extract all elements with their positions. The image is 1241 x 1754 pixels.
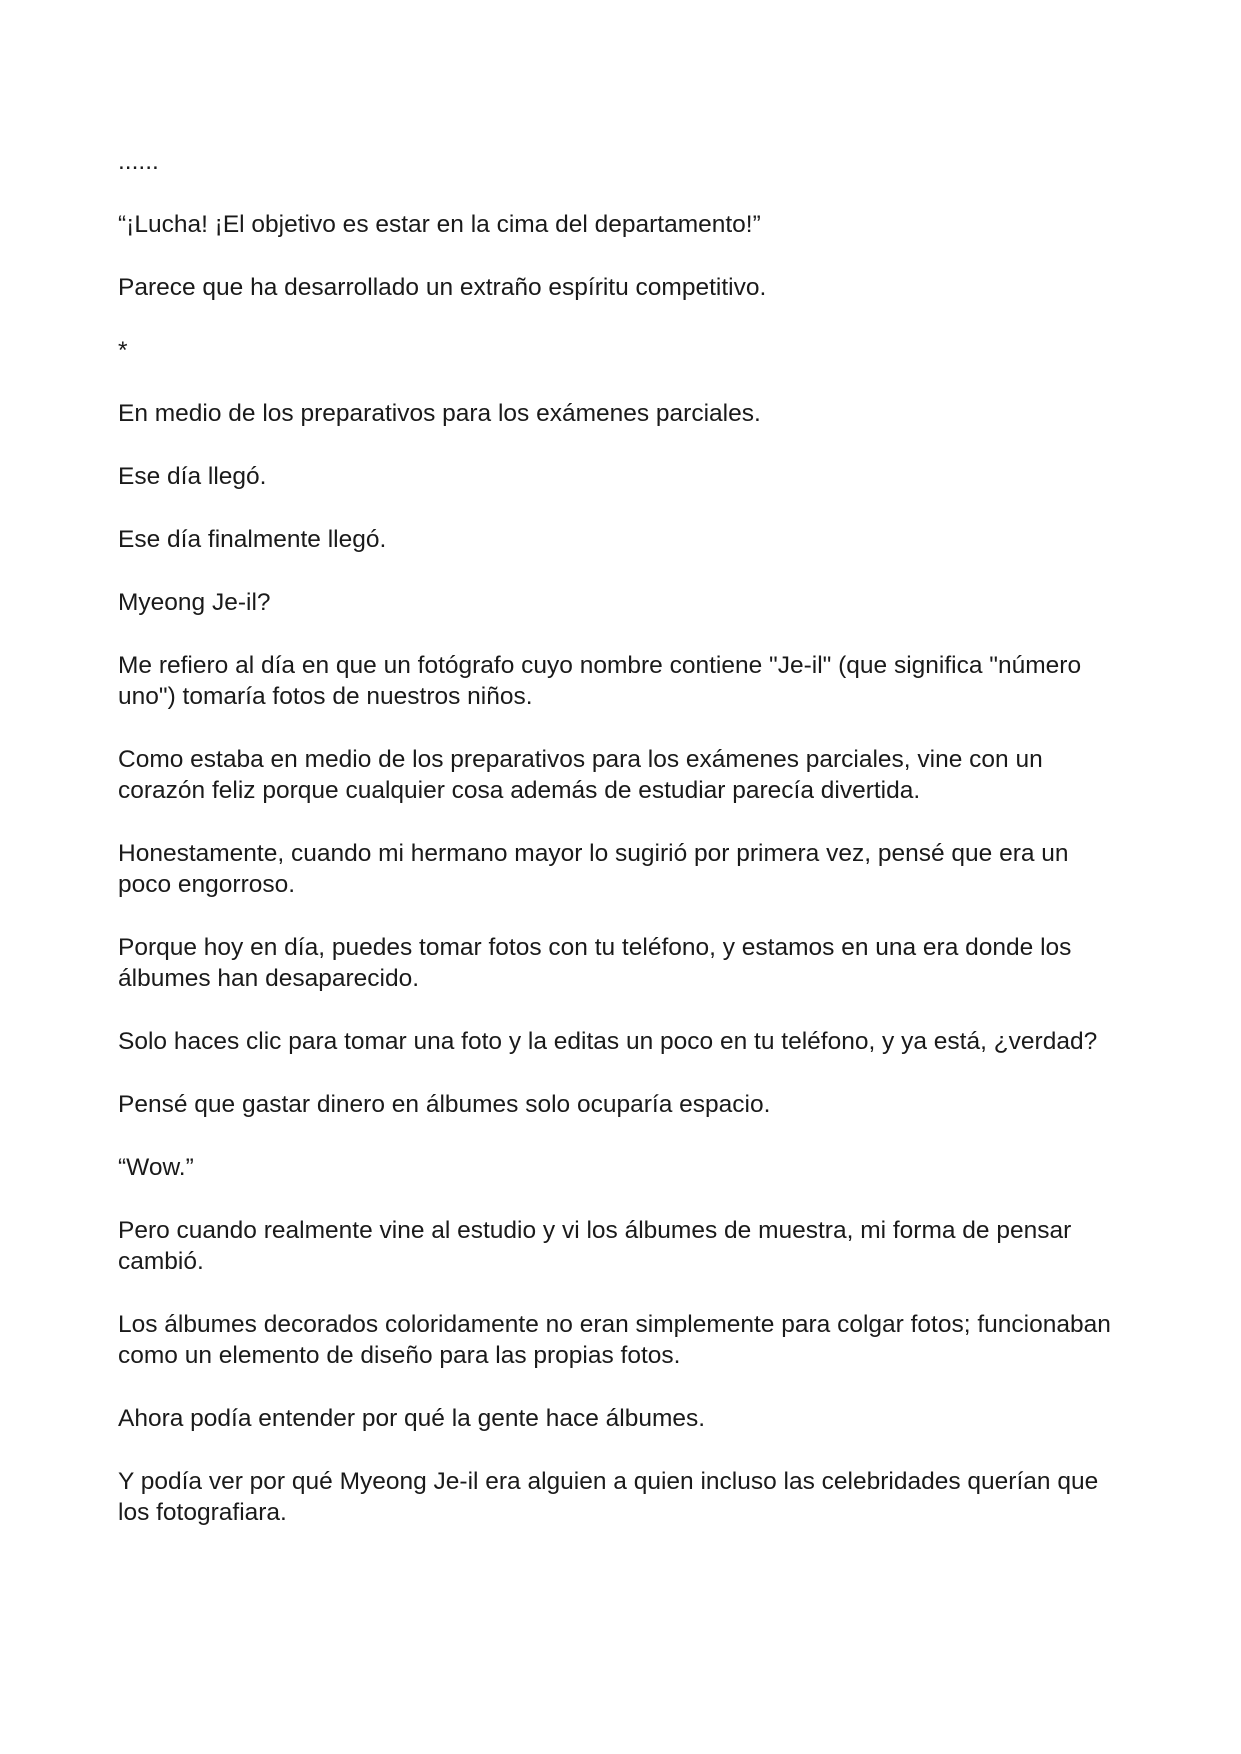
paragraph-midterms: En medio de los preparativos para los exámenes parciales. [118, 400, 761, 427]
paragraph-decorated-albums: Los álbumes decorados coloridamente no eran simplemente para colgar fotos; funcionaban como un elemento de diseño para las propias fotos. [118, 1311, 1111, 1369]
paragraph-day-finally-arrived: Ese día finalmente llegó. [118, 526, 387, 553]
paragraph-phone-photos: Porque hoy en día, puedes tomar fotos con tu teléfono, y estamos en una era donde los álbumes han desaparecido. [118, 934, 1072, 992]
scene-break-asterisk: * [118, 337, 128, 364]
paragraph-day-arrived: Ese día llegó. [118, 463, 267, 490]
paragraph-money-space: Pensé que gastar dinero en álbumes solo ocuparía espacio. [118, 1091, 771, 1118]
document-body [118, 146, 1128, 1560]
paragraph-honestly: Honestamente, cuando mi hermano mayor lo sugirió por primera vez, pensé que era un poco engorroso. [118, 840, 1069, 898]
paragraph-studio-samples: Pero cuando realmente vine al estudio y vi los álbumes de muestra, mi forma de pensar cambió. [118, 1217, 1072, 1275]
paragraph-happy-heart: Como estaba en medio de los preparativos para los exámenes parciales, vine con un corazón feliz porque cualquier cosa además de estudiar parecía divertida. [118, 746, 1043, 804]
paragraph-ellipsis: ...... [118, 148, 159, 175]
paragraph-celebrities: Y podía ver por qué Myeong Je-il era alguien a quien incluso las celebridades querían que los fotografiara. [118, 1468, 1099, 1526]
paragraph-click-edit: Solo haces clic para tomar una foto y la editas un poco en tu teléfono, y ya está, ¿verdad? [118, 1028, 1098, 1055]
paragraph-competitive-spirit: Parece que ha desarrollado un extraño espíritu competitivo. [118, 274, 767, 301]
paragraph-understand-albums: Ahora podía entender por qué la gente hace álbumes. [118, 1405, 706, 1432]
paragraph-wow: “Wow.” [118, 1154, 194, 1181]
paragraph-myeong-je-il: Myeong Je-il? [118, 589, 271, 616]
paragraph-photographer: Me refiero al día en que un fotógrafo cuyo nombre contiene "Je-il" (que significa "número uno") tomaría fotos de nuestros niños. [118, 652, 1082, 710]
paragraph-dialogue-fight: “¡Lucha! ¡El objetivo es estar en la cima del departamento!” [118, 211, 761, 238]
